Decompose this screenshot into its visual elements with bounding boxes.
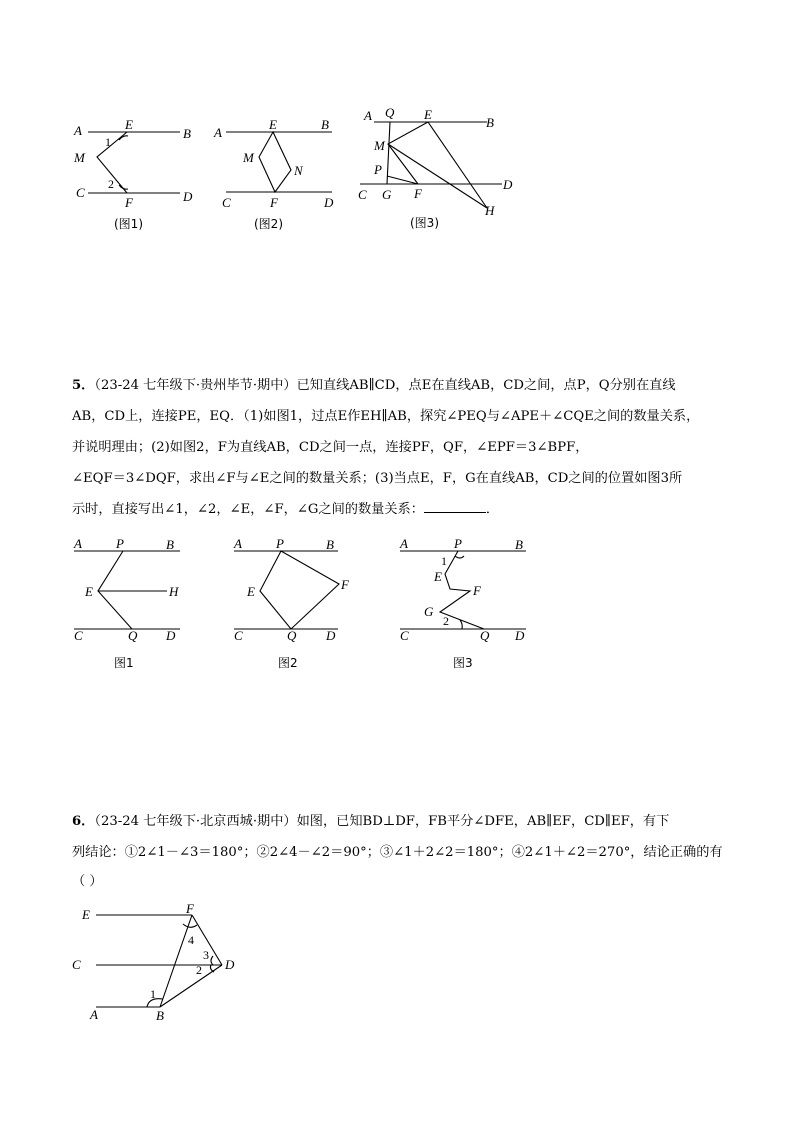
polyline-peq [98, 551, 132, 629]
label-a: A [90, 1007, 98, 1022]
label-c: C [76, 185, 85, 200]
label-d: D [515, 628, 525, 643]
figure-caption: 图3 [453, 656, 473, 670]
figure-caption: (图2) [254, 217, 283, 231]
label-a: A [234, 536, 242, 551]
label-b: B [486, 115, 494, 130]
figure-caption: (图3) [410, 216, 439, 230]
label-m: M [374, 138, 385, 153]
label-c: C [234, 628, 243, 643]
question-6-line-2: 列结论：①2∠1－∠3＝180°；②2∠4－∠2＝90°；③∠1＋2∠2＝180°；④2∠1＋∠2＝270°，结论正确的有 [72, 845, 723, 860]
label-q: Q [385, 105, 395, 120]
answer-blank[interactable] [424, 498, 486, 513]
label-f: F [186, 901, 194, 916]
label-e: E [85, 584, 93, 599]
label-e: E [269, 117, 277, 132]
question-number: 5． [72, 378, 95, 393]
label-p: P [116, 536, 124, 551]
top-figure-2 [212, 115, 342, 240]
label-g: G [382, 187, 392, 202]
question-text: 如图，已知BD⊥DF，FB平分∠DFE，AB∥EF，CD∥EF，有下 [296, 814, 670, 829]
end-mark: ． [485, 502, 500, 517]
angle-arc-2 [460, 620, 462, 629]
label-e: E [82, 907, 90, 922]
angle-label-2: 2 [108, 177, 114, 191]
label-q: Q [480, 628, 490, 643]
label-a: A [74, 536, 82, 551]
angle-label-4: 4 [188, 933, 194, 947]
label-f: F [473, 583, 481, 598]
label-c: C [222, 195, 231, 210]
segment-eh [428, 122, 487, 208]
segment-mh [388, 144, 487, 208]
figure-caption: 图2 [278, 656, 298, 670]
label-f: F [270, 195, 278, 210]
label-q: Q [287, 628, 297, 643]
label-d: D [183, 189, 193, 204]
label-d: D [326, 628, 336, 643]
question-6-line-3: （ ） [72, 874, 103, 889]
label-q: Q [128, 628, 138, 643]
q5-figure-1 [70, 534, 190, 674]
segment-qg [387, 122, 390, 184]
label-e: E [434, 569, 442, 584]
label-c: C [400, 628, 409, 643]
q6-figure-svg [70, 898, 250, 1028]
label-e: E [125, 117, 133, 132]
top-figure-1 [70, 115, 200, 240]
label-b: B [321, 117, 329, 132]
label-p: P [276, 536, 284, 551]
label-a: A [400, 536, 408, 551]
top-figure-3 [352, 100, 522, 240]
figure-caption: 图1 [114, 656, 134, 670]
label-m: M [74, 150, 85, 165]
label-h: H [169, 584, 179, 599]
angle-label-1: 1 [105, 135, 111, 149]
label-c: C [74, 628, 83, 643]
label-c: C [358, 187, 367, 202]
label-d: D [324, 195, 334, 210]
angle-arc-4 [183, 924, 197, 927]
label-p: P [454, 536, 462, 551]
question-5-line-4: ∠EQF＝3∠DQF，求出∠F与∠E之间的数量关系；(3)当点E，F，G在直线AB，CD之间的位置如图3所 [72, 471, 683, 486]
label-n: N [294, 163, 303, 178]
top-figure-2-svg [212, 115, 342, 240]
label-b: B [515, 537, 523, 552]
q6-figure [70, 898, 250, 1028]
question-number: 6． [72, 814, 95, 829]
q5-figure-3-svg [398, 534, 538, 674]
label-f: F [341, 577, 349, 592]
label-a: A [74, 123, 82, 138]
question-6-line-1 [72, 806, 732, 837]
question-source: （23-24 七年级下·北京西城·期中） [94, 814, 297, 829]
label-m: M [243, 150, 254, 165]
angle-arc-1 [455, 556, 464, 558]
question-5-line-3: 并说明理由；(2)如图2，F为直线AB，CD之间一点，连接PF，QF，∠EPF＝3∠BPF， [72, 440, 589, 455]
label-p: P [374, 162, 382, 177]
segment-fb [160, 915, 192, 1007]
q5-figure-2-svg [232, 534, 362, 674]
label-b: B [183, 126, 191, 141]
question-5-line-1 [72, 370, 732, 401]
label-g: G [424, 604, 434, 619]
question-text: 已知直线AB∥CD，点E在直线AB，CD之间，点P，Q分别在直线 [296, 378, 676, 393]
label-c: C [72, 957, 81, 972]
polyline-emf [388, 122, 428, 184]
question-5-line-5 [72, 494, 732, 525]
label-d: D [225, 957, 235, 972]
angle-label-1: 1 [150, 987, 156, 1001]
figure-caption: (图1) [114, 217, 143, 231]
quadrilateral-emfn [259, 132, 291, 192]
question-5-line-2: AB，CD上，连接PE，EQ．（1)如图1，过点E作EH∥AB，探究∠PEQ与∠APE＋∠CQE之间的数量关系， [72, 409, 700, 424]
label-e: E [424, 107, 432, 122]
label-f: F [125, 195, 133, 210]
q5-figure-1-svg [70, 534, 190, 674]
angle-label-3: 3 [203, 948, 209, 962]
quadrilateral-pefq [260, 551, 339, 629]
label-a: A [364, 108, 372, 123]
label-b: B [326, 537, 334, 552]
angle-label-1: 1 [441, 554, 447, 568]
angle-arc-1 [119, 136, 128, 140]
top-figure-3-svg [352, 100, 522, 240]
q5-figure-3 [398, 534, 538, 674]
question-source: （23-24 七年级下·贵州毕节·期中） [94, 378, 297, 393]
label-b: B [166, 537, 174, 552]
angle-arc-3 [211, 956, 213, 965]
question-text: 示时，直接写出∠1，∠2，∠E，∠F，∠G之间的数量关系： [72, 502, 424, 517]
label-d: D [166, 628, 176, 643]
label-f: F [414, 186, 422, 201]
angle-label-2: 2 [196, 963, 202, 977]
label-e: E [247, 584, 255, 599]
label-a: A [214, 125, 222, 140]
label-h: H [485, 203, 495, 218]
q5-figure-2 [232, 534, 362, 674]
label-d: D [503, 177, 513, 192]
label-b: B [156, 1008, 164, 1023]
top-figure-1-svg [70, 115, 200, 240]
angle-label-2: 2 [443, 614, 449, 628]
